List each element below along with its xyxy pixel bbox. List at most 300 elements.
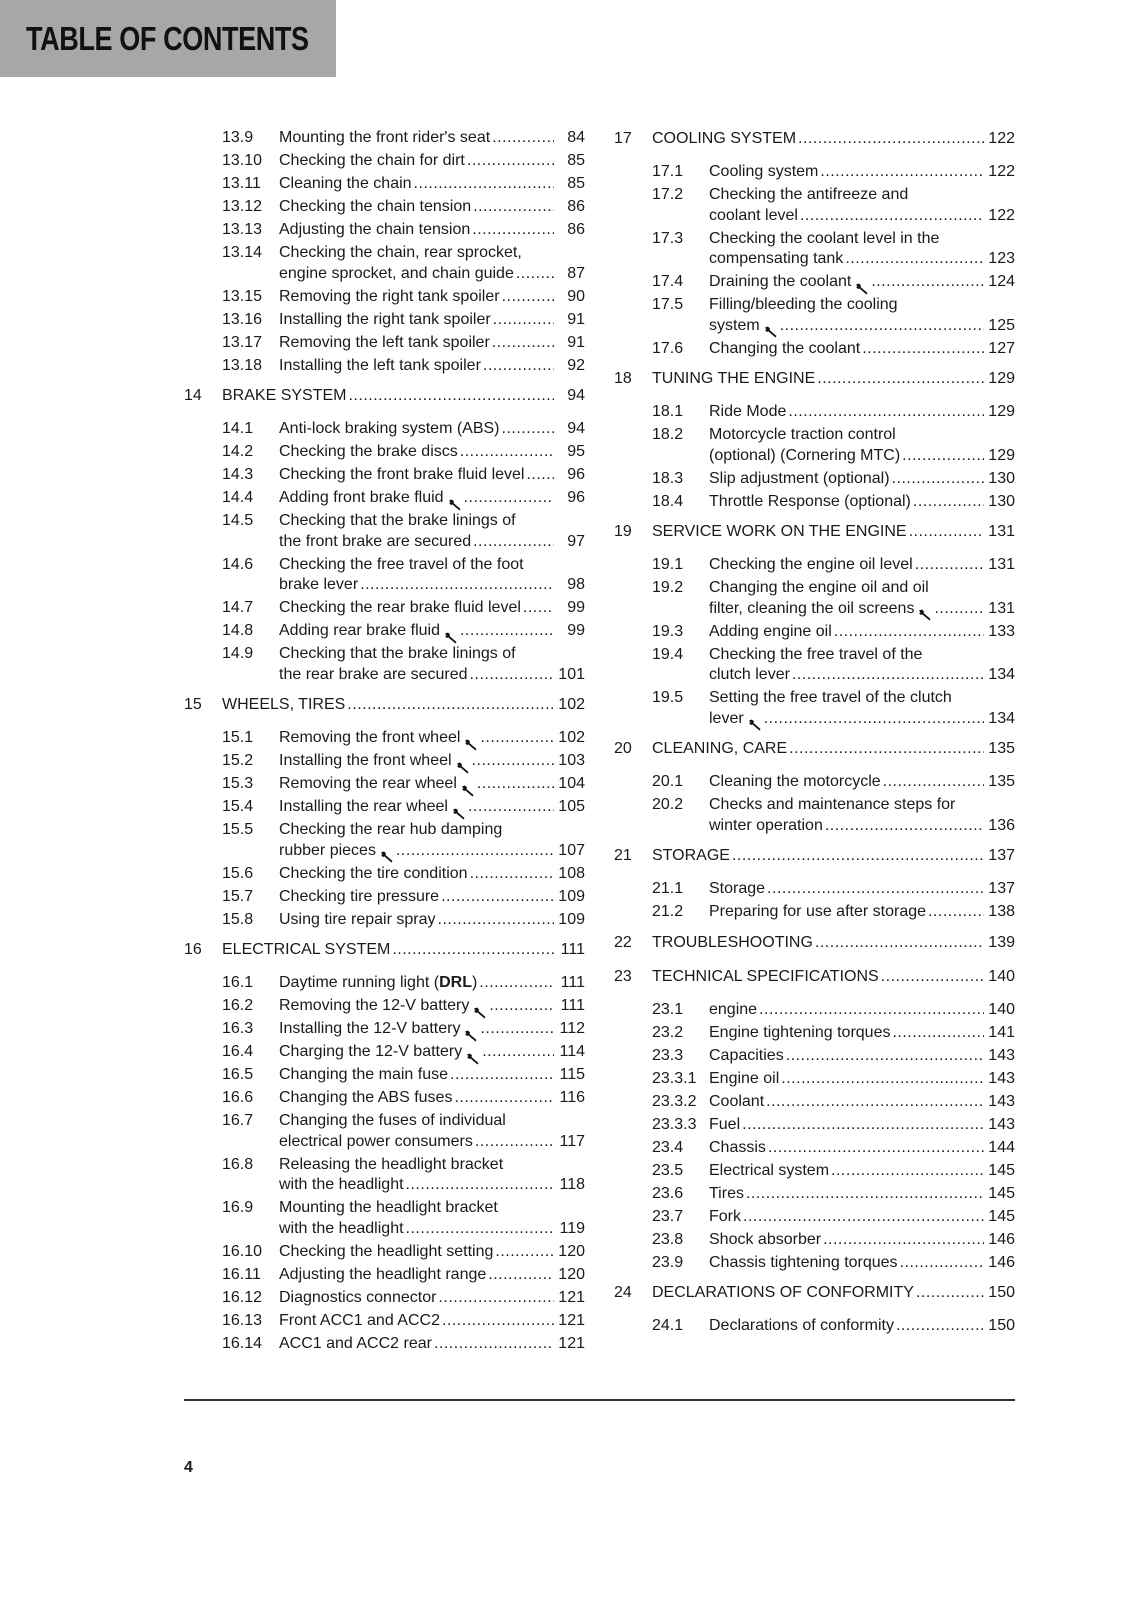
entry-title-text: Adjusting the chain tension bbox=[279, 221, 471, 238]
entry-number: 20 bbox=[614, 740, 632, 757]
entry-title bbox=[279, 419, 585, 440]
toc-chapter-entry[interactable] bbox=[614, 368, 1015, 390]
toc-section-entry[interactable] bbox=[184, 598, 585, 619]
page-ref: 139 bbox=[988, 933, 1015, 951]
entry-title-line bbox=[709, 1000, 1015, 1021]
toc-section-entry[interactable] bbox=[184, 1311, 585, 1332]
entry-title bbox=[279, 621, 585, 642]
entry-title bbox=[279, 1311, 585, 1332]
entry-title-text: Charging the 12-V battery bbox=[279, 1043, 463, 1060]
toc-section-entry[interactable] bbox=[184, 511, 585, 552]
toc-section-entry[interactable] bbox=[184, 728, 585, 749]
entry-title-text: Removing the left tank spoiler bbox=[279, 333, 490, 351]
entry-number: 15.7 bbox=[222, 887, 254, 905]
entry-title bbox=[279, 864, 585, 885]
dot-leader bbox=[871, 272, 984, 293]
entry-title-line bbox=[652, 845, 1015, 867]
entry-title-text: the rear brake are secured bbox=[279, 665, 468, 683]
dot-leader bbox=[464, 488, 554, 509]
page-ref: 90 bbox=[567, 287, 585, 305]
entry-title bbox=[279, 996, 585, 1017]
entry-title-line bbox=[279, 644, 585, 665]
dot-leader bbox=[881, 966, 984, 988]
entry-title-line bbox=[279, 1334, 585, 1355]
entry-title-line bbox=[709, 1207, 1015, 1228]
toc-section-entry[interactable] bbox=[184, 644, 585, 685]
entry-title-text: Engine oil bbox=[709, 1069, 780, 1087]
entry-number: 15.5 bbox=[222, 821, 254, 838]
page-ref: 118 bbox=[559, 1176, 585, 1193]
toc-section-entry[interactable] bbox=[614, 622, 1015, 643]
entry-title bbox=[279, 973, 585, 994]
toc-section-entry[interactable] bbox=[614, 425, 1015, 466]
entry-title-line bbox=[709, 1046, 1015, 1067]
entry-title-text: Changing the ABS fuses bbox=[279, 1089, 453, 1106]
entry-title-line bbox=[279, 555, 585, 576]
entry-title bbox=[279, 243, 585, 284]
toc-chapter-entry[interactable] bbox=[184, 385, 585, 407]
entry-title bbox=[709, 1092, 1015, 1113]
page-ref: 103 bbox=[558, 752, 585, 769]
toc-section-entry[interactable] bbox=[184, 310, 585, 331]
entry-title-text: Installing the front wheel bbox=[279, 752, 452, 769]
entry-title bbox=[279, 774, 585, 795]
toc-section-entry[interactable] bbox=[614, 1046, 1015, 1067]
entry-title bbox=[279, 333, 585, 354]
dot-leader bbox=[798, 128, 984, 150]
toc-section-entry[interactable] bbox=[184, 151, 585, 172]
dot-leader bbox=[406, 1219, 554, 1240]
toc-section-entry[interactable] bbox=[614, 555, 1015, 576]
dot-leader bbox=[764, 709, 984, 730]
entry-title bbox=[279, 1242, 585, 1263]
page-ref: 94 bbox=[567, 387, 585, 404]
page-ref: 127 bbox=[988, 339, 1015, 357]
toc-section-entry[interactable] bbox=[614, 879, 1015, 900]
entry-title-text: Throttle Response (optional) bbox=[709, 492, 911, 510]
toc-section-entry[interactable] bbox=[184, 751, 585, 772]
toc-chapter-entry[interactable] bbox=[614, 521, 1015, 543]
page-ref: 133 bbox=[988, 622, 1015, 640]
toc-section-entry[interactable] bbox=[614, 772, 1015, 793]
entry-title bbox=[279, 910, 585, 931]
entry-title-text: Checking the coolant level in the bbox=[709, 229, 940, 247]
entry-title bbox=[709, 1161, 1015, 1182]
entry-title-text: rubber pieces bbox=[279, 841, 376, 859]
dot-leader bbox=[768, 1138, 984, 1159]
entry-title bbox=[279, 1088, 585, 1109]
page-ref: 111 bbox=[560, 941, 585, 958]
entry-title-text: Mounting the front rider's seat bbox=[279, 129, 491, 146]
toc-section-entry[interactable] bbox=[614, 492, 1015, 513]
entry-number: 19.4 bbox=[652, 645, 684, 663]
entry-title-text: Checking the rear brake fluid level bbox=[279, 599, 521, 616]
page-ref: 130 bbox=[988, 469, 1015, 487]
entry-number: 13.18 bbox=[222, 356, 263, 374]
entry-title-line bbox=[709, 555, 1015, 576]
dot-leader bbox=[800, 206, 984, 227]
entry-title-line bbox=[709, 645, 1015, 666]
entry-title bbox=[222, 694, 585, 716]
toc-section-entry[interactable] bbox=[614, 1207, 1015, 1228]
entry-title-line bbox=[709, 816, 1015, 837]
toc-chapter-entry[interactable] bbox=[614, 128, 1015, 150]
dot-leader bbox=[788, 402, 984, 423]
toc-section-entry[interactable] bbox=[614, 578, 1015, 619]
toc-section-entry[interactable] bbox=[184, 333, 585, 354]
page-ref: 99 bbox=[567, 599, 585, 616]
entry-number: 24 bbox=[614, 1284, 632, 1301]
entry-title-line bbox=[709, 795, 1015, 816]
entry-number: 13.9 bbox=[222, 129, 254, 146]
toc-section-entry[interactable] bbox=[614, 1023, 1015, 1044]
toc-section-entry[interactable] bbox=[184, 197, 585, 218]
toc-section-entry[interactable] bbox=[184, 555, 585, 596]
entry-number: 16 bbox=[184, 941, 202, 958]
toc-section-entry[interactable] bbox=[614, 469, 1015, 490]
toc-section-entry[interactable] bbox=[184, 621, 585, 642]
toc-section-entry[interactable] bbox=[184, 1198, 585, 1239]
toc-chapter-entry[interactable] bbox=[614, 738, 1015, 760]
toc-section-entry[interactable] bbox=[614, 1069, 1015, 1090]
toc-section-entry[interactable] bbox=[184, 973, 585, 994]
toc-section-entry[interactable] bbox=[614, 1230, 1015, 1251]
toc-section-entry[interactable] bbox=[614, 1138, 1015, 1159]
toc-section-entry[interactable] bbox=[184, 1288, 585, 1309]
entry-title-line bbox=[279, 287, 585, 308]
entry-title-text: filter, cleaning the oil screens bbox=[709, 599, 915, 617]
entry-title-line bbox=[652, 966, 1015, 988]
toc-section-entry[interactable] bbox=[614, 795, 1015, 836]
page-ref: 144 bbox=[988, 1138, 1015, 1156]
entry-title-line bbox=[279, 511, 585, 532]
entry-title bbox=[279, 465, 585, 486]
entry-title-text: engine sprocket, and chain guide bbox=[279, 264, 514, 282]
entry-title-line bbox=[279, 333, 585, 354]
toc-section-entry[interactable] bbox=[614, 645, 1015, 686]
dot-leader bbox=[823, 1230, 984, 1251]
entry-title-text: Installing the right tank spoiler bbox=[279, 310, 491, 328]
wrench-icon bbox=[380, 849, 394, 861]
entry-title-line bbox=[279, 243, 585, 264]
dot-leader bbox=[480, 1019, 554, 1040]
entry-title-text: Fork bbox=[709, 1207, 741, 1225]
dot-leader bbox=[470, 864, 554, 885]
entry-title bbox=[279, 1198, 585, 1239]
entry-title-line bbox=[709, 1092, 1015, 1113]
entry-title-line bbox=[279, 665, 585, 686]
toc-section-entry[interactable] bbox=[184, 797, 585, 818]
entry-title-line bbox=[279, 1019, 585, 1040]
entry-title-line bbox=[279, 751, 585, 772]
entry-title-line bbox=[709, 709, 1015, 730]
toc-section-entry[interactable] bbox=[184, 1155, 585, 1196]
entry-title-text: the front brake are secured bbox=[279, 532, 472, 550]
toc-section-entry[interactable] bbox=[614, 1115, 1015, 1136]
toc-section-entry[interactable] bbox=[184, 1042, 585, 1063]
page-ref: 91 bbox=[567, 333, 585, 351]
page-ref: 137 bbox=[988, 847, 1015, 864]
entry-title bbox=[279, 442, 585, 463]
entry-title-line bbox=[279, 356, 585, 377]
entry-number: 14.5 bbox=[222, 512, 254, 529]
entry-title-line bbox=[279, 151, 585, 172]
toc-section-entry[interactable] bbox=[184, 243, 585, 284]
entry-title-text: Tires bbox=[709, 1184, 744, 1202]
entry-number: 23.4 bbox=[652, 1138, 684, 1156]
page-ref: 98 bbox=[567, 576, 585, 593]
entry-number: 16.9 bbox=[222, 1199, 254, 1216]
toc-section-entry[interactable] bbox=[184, 887, 585, 908]
entry-title bbox=[709, 1115, 1015, 1136]
toc-section-entry[interactable] bbox=[184, 1065, 585, 1086]
toc-section-entry[interactable] bbox=[614, 902, 1015, 923]
dot-leader bbox=[360, 575, 554, 596]
entry-title bbox=[709, 1023, 1015, 1044]
entry-title-line bbox=[279, 1288, 585, 1309]
entry-title bbox=[709, 578, 1015, 619]
toc-section-entry[interactable] bbox=[184, 287, 585, 308]
entry-title-line bbox=[279, 532, 585, 553]
entry-title-line bbox=[709, 185, 1015, 206]
page-ref: 129 bbox=[988, 403, 1015, 420]
entry-title-line bbox=[279, 1042, 585, 1063]
toc-section-entry[interactable] bbox=[184, 910, 585, 931]
entry-title bbox=[709, 295, 1015, 336]
entry-title-text: WHEELS, TIRES bbox=[222, 696, 346, 713]
dot-leader bbox=[482, 1042, 554, 1063]
entry-number: 24.1 bbox=[652, 1317, 684, 1334]
entry-number: 16.13 bbox=[222, 1311, 263, 1329]
entry-title-line bbox=[279, 220, 585, 241]
toc-section-entry[interactable] bbox=[614, 162, 1015, 183]
dot-leader bbox=[928, 902, 984, 923]
page-ref: 120 bbox=[558, 1265, 585, 1283]
entry-title-line bbox=[709, 772, 1015, 793]
entry-number: 13.11 bbox=[222, 175, 261, 192]
entry-title-text: Fuel bbox=[709, 1115, 741, 1133]
page-ref: 143 bbox=[988, 1092, 1015, 1110]
entry-title-text: ELECTRICAL SYSTEM bbox=[222, 941, 391, 958]
dot-leader bbox=[781, 1069, 984, 1090]
toc-section-entry[interactable] bbox=[184, 1111, 585, 1152]
entry-title-line bbox=[709, 599, 1015, 620]
entry-title-text: with the headlight bbox=[279, 1176, 404, 1193]
entry-title-line bbox=[279, 442, 585, 463]
entry-title bbox=[279, 287, 585, 308]
entry-title-line bbox=[709, 1230, 1015, 1251]
page-ref: 102 bbox=[558, 729, 585, 746]
page-ref: 92 bbox=[567, 356, 585, 374]
entry-number: 23.3 bbox=[652, 1046, 684, 1064]
page-ref: 146 bbox=[988, 1230, 1015, 1248]
entry-title-text: Adding engine oil bbox=[709, 622, 832, 640]
page-ref: 150 bbox=[988, 1284, 1015, 1301]
dot-leader bbox=[759, 1000, 984, 1021]
toc-column-left bbox=[184, 128, 585, 1357]
entry-title-text: Setting the free travel of the clutch bbox=[709, 689, 952, 706]
entry-title-line bbox=[279, 1242, 585, 1263]
toc-section-entry[interactable] bbox=[614, 1000, 1015, 1021]
toc-section-entry[interactable] bbox=[614, 272, 1015, 293]
entry-title bbox=[652, 128, 1015, 150]
entry-title-text: Changing the fuses of individual bbox=[279, 1112, 506, 1129]
entry-title-text: Motorcycle traction control bbox=[709, 426, 896, 443]
toc-section-entry[interactable] bbox=[184, 1265, 585, 1286]
dot-leader bbox=[815, 932, 984, 954]
toc-section-entry[interactable] bbox=[184, 1334, 585, 1355]
entry-number: 22 bbox=[614, 933, 632, 951]
toc-section-entry[interactable] bbox=[614, 185, 1015, 226]
dot-leader bbox=[502, 287, 554, 308]
page-ref: 96 bbox=[567, 489, 585, 506]
dot-leader bbox=[780, 316, 984, 337]
dot-leader bbox=[792, 665, 984, 686]
page-ref: 96 bbox=[567, 466, 585, 483]
entry-title-text: Daytime running light (DRL) bbox=[279, 974, 478, 991]
entry-title-line bbox=[652, 521, 1015, 543]
entry-number: 16.2 bbox=[222, 997, 254, 1014]
toc-section-entry[interactable] bbox=[184, 128, 585, 149]
page-ref: 121 bbox=[558, 1334, 585, 1352]
toc-section-entry[interactable] bbox=[184, 996, 585, 1017]
entry-title-line bbox=[279, 774, 585, 795]
entry-title-text: Adding rear brake fluid bbox=[279, 622, 440, 639]
entry-title-text: Checking tire pressure bbox=[279, 887, 440, 905]
entry-title-text: Chassis bbox=[709, 1138, 766, 1156]
toc-section-entry[interactable] bbox=[184, 442, 585, 463]
entry-number: 21 bbox=[614, 847, 632, 864]
toc-chapter-entry[interactable] bbox=[614, 932, 1015, 954]
page-ref: 124 bbox=[988, 273, 1015, 290]
toc-section-entry[interactable] bbox=[184, 1242, 585, 1263]
toc-section-entry[interactable] bbox=[184, 774, 585, 795]
dot-leader bbox=[472, 751, 554, 772]
entry-title-line bbox=[709, 206, 1015, 227]
toc-section-entry[interactable] bbox=[614, 295, 1015, 336]
toc-section-entry[interactable] bbox=[614, 1161, 1015, 1182]
dot-leader bbox=[467, 151, 554, 172]
page-ref: 112 bbox=[559, 1020, 585, 1037]
entry-title bbox=[652, 845, 1015, 867]
entry-title-line bbox=[279, 1111, 585, 1132]
entry-title-text: lever bbox=[709, 709, 744, 727]
toc-section-entry[interactable] bbox=[614, 1253, 1015, 1274]
toc-section-entry[interactable] bbox=[614, 402, 1015, 423]
entry-title-line bbox=[709, 1184, 1015, 1205]
entry-title bbox=[279, 887, 585, 908]
page-number: 4 bbox=[184, 1459, 193, 1476]
toc-section-entry[interactable] bbox=[184, 488, 585, 509]
entry-title-line bbox=[279, 1175, 585, 1196]
entry-number: 19.1 bbox=[652, 556, 684, 573]
toc-section-entry[interactable] bbox=[184, 820, 585, 861]
wrench-icon bbox=[466, 1051, 480, 1063]
wrench-icon bbox=[464, 737, 478, 749]
page-ref: 131 bbox=[988, 599, 1015, 617]
toc-chapter-entry[interactable] bbox=[614, 966, 1015, 988]
dot-leader bbox=[896, 1316, 984, 1337]
entry-number: 13.15 bbox=[222, 287, 263, 305]
page-ref: 123 bbox=[988, 250, 1015, 267]
entry-title bbox=[652, 1282, 1015, 1304]
entry-title bbox=[279, 1111, 585, 1152]
entry-title bbox=[709, 1069, 1015, 1090]
toc-section-entry[interactable] bbox=[614, 688, 1015, 729]
toc-section-entry[interactable] bbox=[614, 1184, 1015, 1205]
entry-number: 19.5 bbox=[652, 689, 684, 706]
toc-chapter-entry[interactable] bbox=[614, 1282, 1015, 1304]
entry-title-text: Checking the headlight setting bbox=[279, 1242, 494, 1260]
entry-title bbox=[709, 425, 1015, 466]
entry-title-line bbox=[652, 368, 1015, 390]
toc-section-entry[interactable] bbox=[184, 356, 585, 377]
toc-section-entry[interactable] bbox=[614, 1092, 1015, 1113]
page-ref: 107 bbox=[558, 841, 585, 859]
toc-section-entry[interactable] bbox=[614, 229, 1015, 270]
toc-section-entry[interactable] bbox=[184, 1019, 585, 1040]
entry-title-line bbox=[652, 738, 1015, 760]
entry-title-line bbox=[279, 174, 585, 195]
entry-title-line bbox=[222, 694, 585, 716]
entry-title-text: brake lever bbox=[279, 576, 359, 593]
entry-title-text: TUNING THE ENGINE bbox=[652, 370, 816, 387]
entry-number: 16.1 bbox=[222, 974, 254, 991]
page-ref: 131 bbox=[988, 523, 1015, 540]
toc-section-entry[interactable] bbox=[184, 864, 585, 885]
entry-title-text: Checking the brake discs bbox=[279, 443, 458, 460]
entry-title-text: Draining the coolant bbox=[709, 273, 852, 290]
dot-leader bbox=[516, 264, 554, 285]
page-ref: 109 bbox=[558, 910, 585, 928]
entry-title-line bbox=[279, 621, 585, 642]
entry-title-line bbox=[709, 622, 1015, 643]
toc-section-entry[interactable] bbox=[614, 339, 1015, 360]
entry-number: 14.7 bbox=[222, 599, 254, 616]
entry-number: 16.14 bbox=[222, 1334, 263, 1352]
entry-title bbox=[279, 197, 585, 218]
toc-section-entry[interactable] bbox=[184, 220, 585, 241]
entry-number: 23.1 bbox=[652, 1000, 684, 1018]
entry-number: 18 bbox=[614, 370, 632, 387]
entry-number: 15 bbox=[184, 696, 202, 713]
entry-number: 17.3 bbox=[652, 229, 684, 247]
toc-column-right bbox=[614, 128, 1015, 1339]
entry-title-line bbox=[279, 310, 585, 331]
entry-title-text: compensating tank bbox=[709, 250, 844, 267]
entry-title-text: Ride Mode bbox=[709, 403, 787, 420]
dot-leader bbox=[523, 598, 554, 619]
toc-chapter-entry[interactable] bbox=[184, 694, 585, 716]
entry-title-line bbox=[652, 1282, 1015, 1304]
entry-title-text: CLEANING, CARE bbox=[652, 740, 788, 757]
toc-section-entry[interactable] bbox=[184, 419, 585, 440]
entry-number: 14.9 bbox=[222, 645, 254, 662]
toc-section-entry[interactable] bbox=[184, 174, 585, 195]
toc-chapter-entry[interactable] bbox=[614, 845, 1015, 867]
page-ref: 104 bbox=[558, 775, 585, 792]
entry-title bbox=[652, 368, 1015, 390]
entry-title bbox=[279, 1334, 585, 1355]
entry-title bbox=[709, 555, 1015, 576]
toc-section-entry[interactable] bbox=[184, 1088, 585, 1109]
entry-number: 16.6 bbox=[222, 1089, 254, 1106]
entry-number: 23.8 bbox=[652, 1230, 684, 1248]
page-ref: 115 bbox=[559, 1066, 585, 1083]
toc-section-entry[interactable] bbox=[184, 465, 585, 486]
toc-section-entry[interactable] bbox=[614, 1316, 1015, 1337]
toc-chapter-entry[interactable] bbox=[184, 939, 585, 961]
